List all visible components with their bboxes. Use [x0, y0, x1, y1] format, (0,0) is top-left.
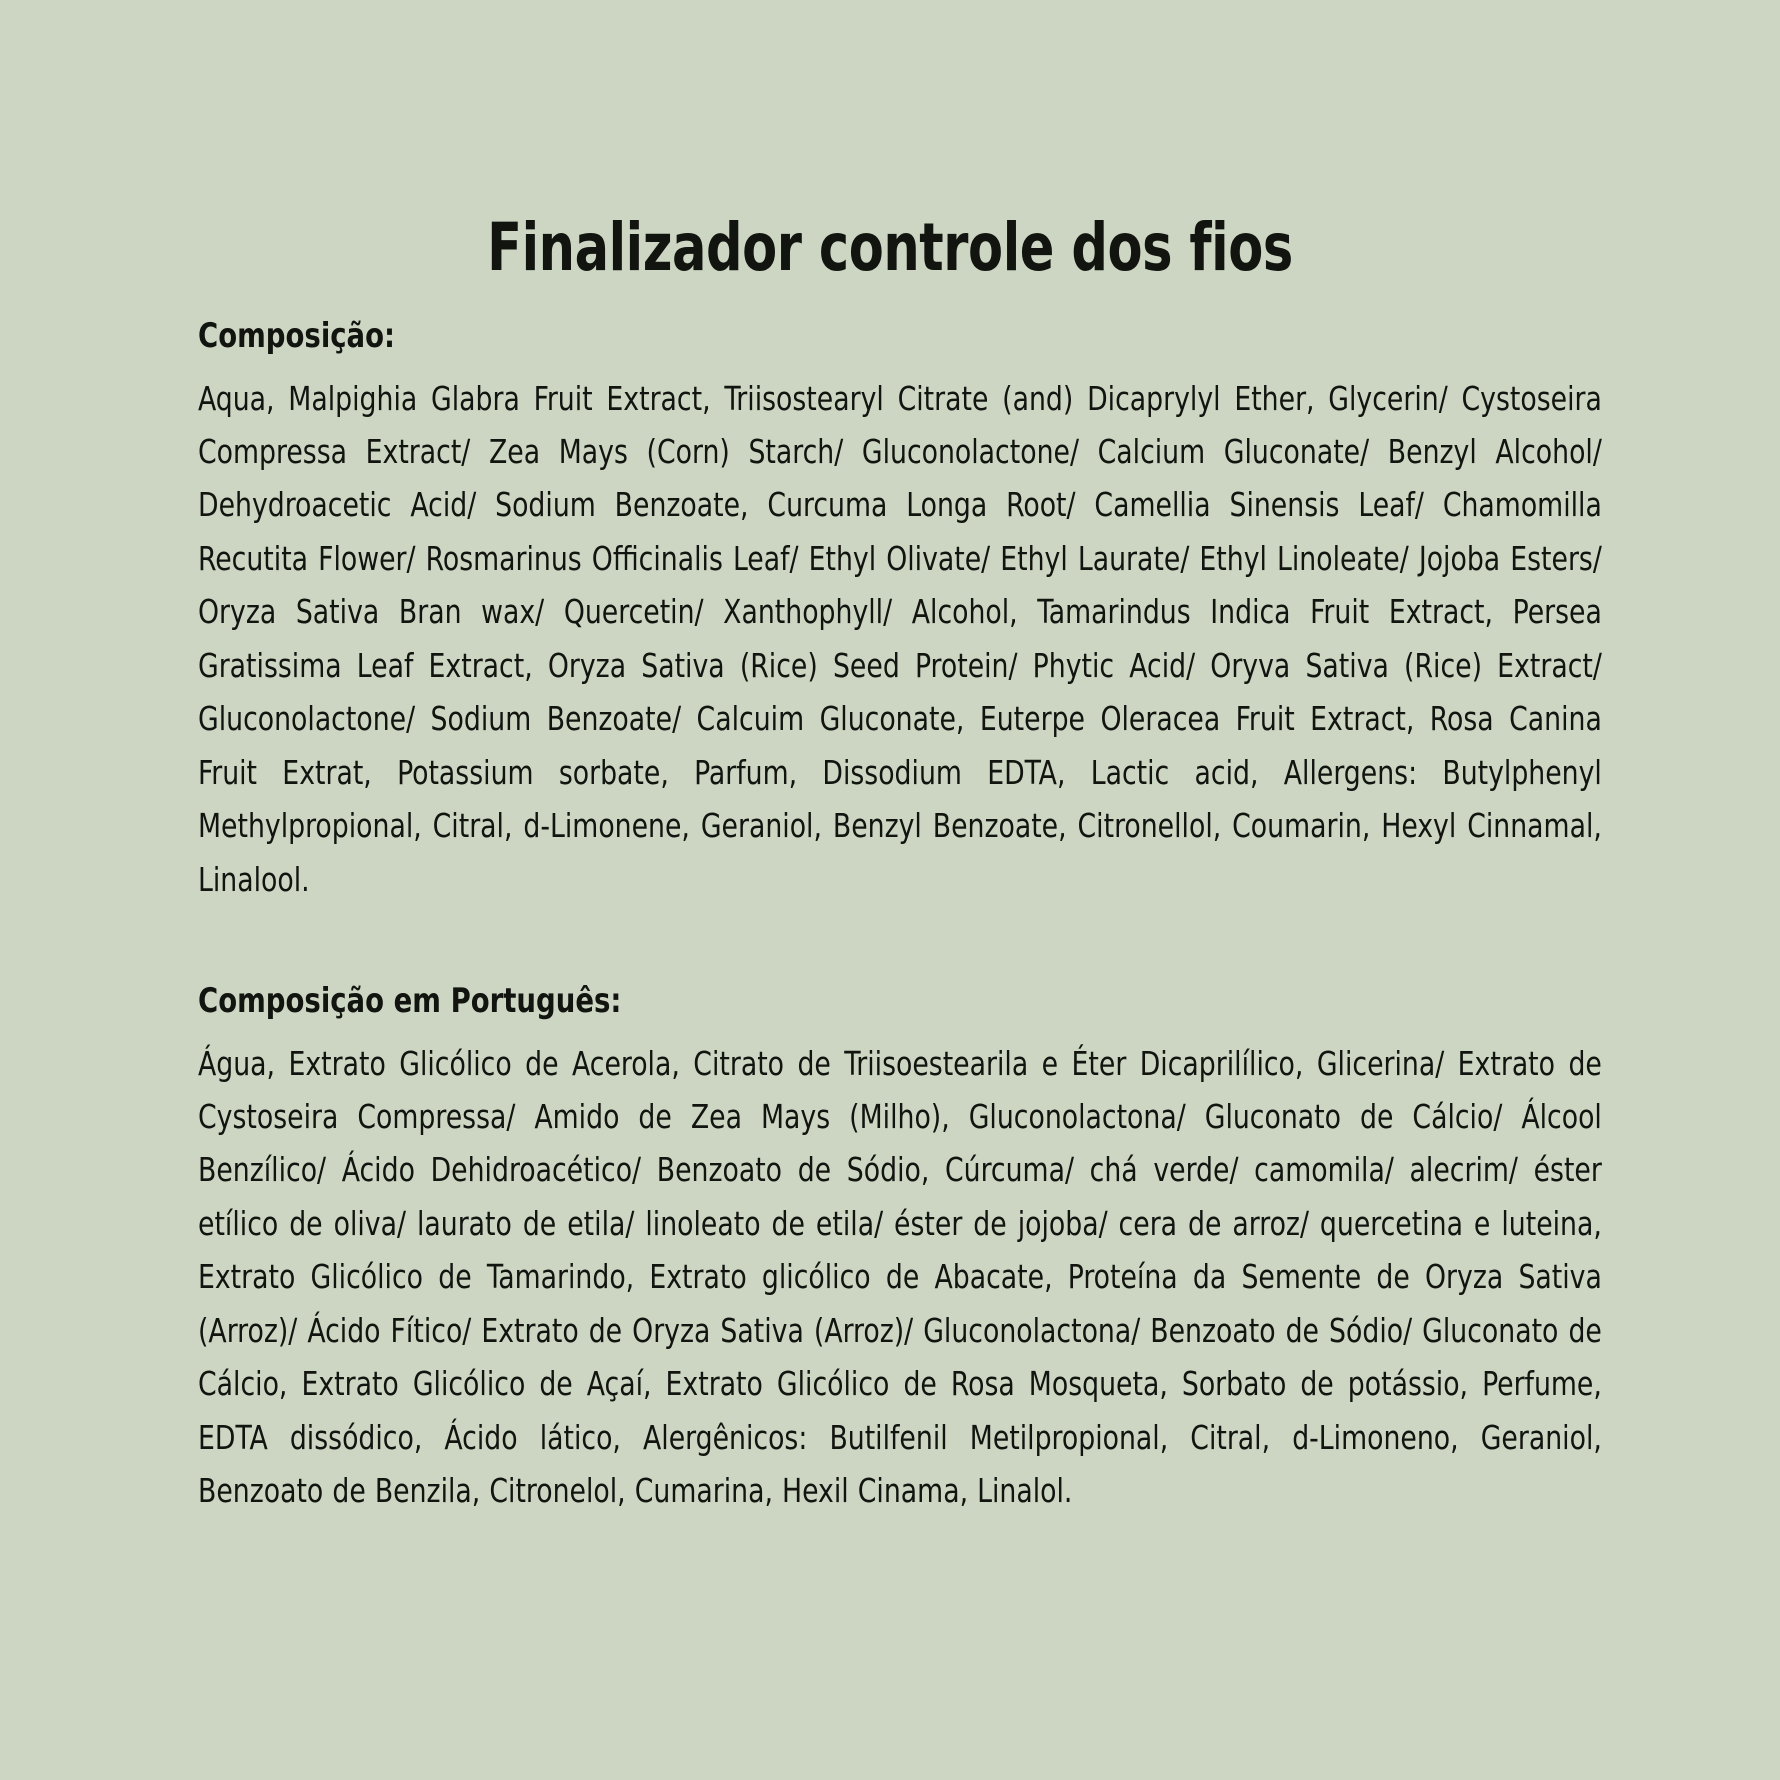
ingredient-content	[198, 315, 1602, 1518]
composition-heading-portuguese: Composição em Português:	[198, 981, 622, 1022]
section-spacer	[198, 906, 1602, 980]
composition-heading-inci: Composição:	[198, 316, 396, 356]
composition-text-portuguese: Água, Extrato Glicólico de Acerola, Citrato de Triisoestearila e Éter Dicaprilílico, Glicerina/ Extrato de Cystoseira Compressa/ Amido de Zea Mays (Milho), Gluconolactona/ Gluconato de Cálcio/ Álcool Benzílico/ Ácido Dehidroacético/ Benzoato de Sódio, Cúrcuma/ chá verde/ camomila/ alecrim/ éster etílico de oliva/ laurato de etila/ linoleato de etila/ éster de jojoba/ cera de arroz/ quercetina e luteina, Extrato Glicólico de Tamarindo, Extrato glicólico de Abacate, Proteína da Semente de Oryza Sativa (Arroz)/ Ácido Fítico/ Extrato de Oryza Sativa (Arroz)/ Gluconolactona/ Benzoato de Sódio/ Gluconato de Cálcio, Extrato Glicólico de Açaí, Extrato Glicólico de Rosa Mosqueta, Sorbato de potássio, Perfume, EDTA dissódico, Ácido lático, Alergênicos: Butilfenil Metilpropional, Citral, d-Limoneno, Geraniol, Benzoato de Benzila, Citronelol, Cumarina, Hexil Cinama, Linalol.	[198, 1043, 1602, 1511]
page-title: Finalizador controle dos fios	[487, 209, 1293, 287]
composition-text-inci: Aqua, Malpighia Glabra Fruit Extract, Triisostearyl Citrate (and) Dicaprylyl Ether, Glycerin/ Cystoseira Compressa Extract/ Zea Mays (Corn) Starch/ Gluconolactone/ Calcium Gluconate/ Benzyl Alcohol/ Dehydroacetic Acid/ Sodium Benzoate, Curcuma Longa Root/ Camellia Sinensis Leaf/ Chamomilla Recutita Flower/ Rosmarinus Officinalis Leaf/ Ethyl Olivate/ Ethyl Laurate/ Ethyl Linoleate/ Jojoba Esters/ Oryza Sativa Bran wax/ Quercetin/ Xanthophyll/ Alcohol, Tamarindus Indica Fruit Extract, Persea Gratissima Leaf Extract, Oryza Sativa (Rice) Seed Protein/ Phytic Acid/ Oryva Sativa (Rice) Extract/ Gluconolactone/ Sodium Benzoate/ Calcuim Gluconate, Euterpe Oleracea Fruit Extract, Rosa Canina Fruit Extrat, Potassium sorbate, Parfum, Dissodium EDTA, Lactic acid, Allergens: Butylphenyl Methylpropional, Citral, d-Limonene, Geraniol, Benzyl Benzoate, Citronellol, Coumarin, Hexyl Cinnamal, Linalool.	[198, 378, 1602, 899]
